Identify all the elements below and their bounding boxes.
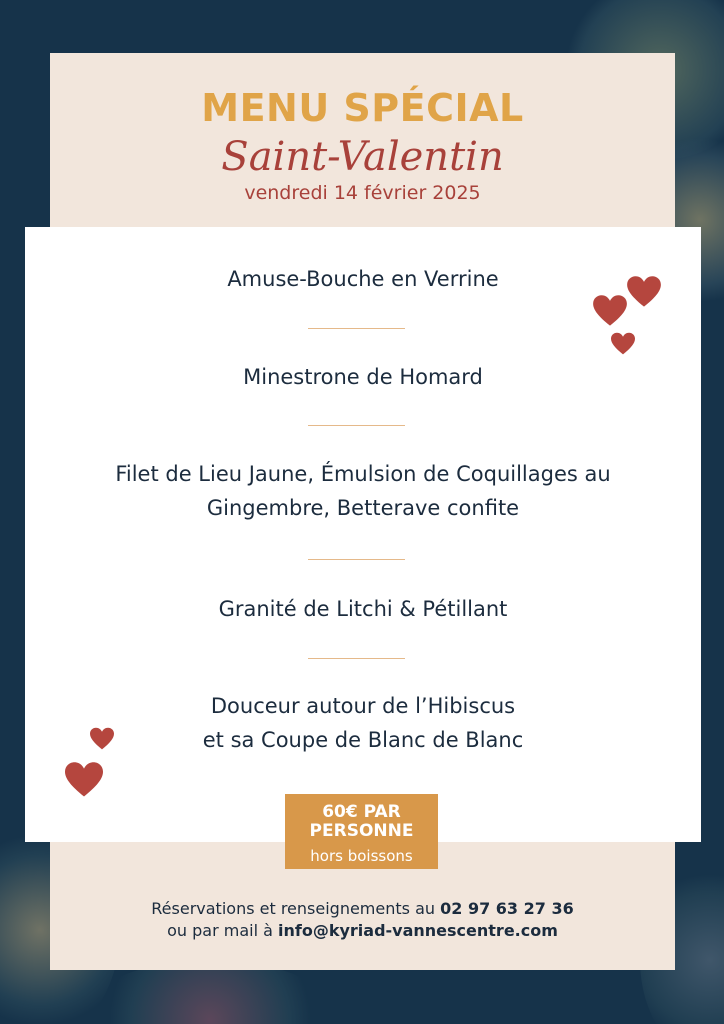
email-address[interactable]: info@kyriad-vannescentre.com (278, 921, 558, 940)
course-2: Minestrone de Homard (243, 365, 483, 389)
contact-info (50, 898, 675, 942)
course-3: Filet de Lieu Jaune, Émulsion de Coquillages au Gingembre, Betterave confite (115, 462, 611, 520)
phone-number[interactable]: 02 97 63 27 36 (440, 899, 574, 918)
course-4: Granité de Litchi & Pétillant (218, 597, 508, 621)
heart-icon (610, 332, 636, 356)
divider (308, 559, 405, 560)
heart-icon (626, 275, 662, 309)
heart-icon (63, 761, 105, 799)
heart-icon (89, 727, 115, 751)
reservation-text: Réservations et renseignements au (151, 899, 441, 918)
course-1: Amuse-Bouche en Verrine (227, 267, 499, 291)
menu-subtitle: Saint-Valentin (221, 134, 504, 180)
divider (308, 658, 405, 659)
price-amount: 60€ PAR PERSONNE (309, 802, 414, 841)
email-text: ou par mail à (167, 921, 278, 940)
price-note: hors boissons (310, 847, 413, 865)
menu-title: MENU SPÉCIAL (201, 86, 524, 130)
event-date: vendredi 14 février 2025 (244, 182, 481, 204)
divider (308, 425, 405, 426)
heart-icon (592, 294, 628, 328)
divider (308, 328, 405, 329)
course-5: Douceur autour de l’Hibiscus et sa Coupe de Blanc de Blanc (202, 694, 524, 752)
price-badge (285, 794, 438, 869)
